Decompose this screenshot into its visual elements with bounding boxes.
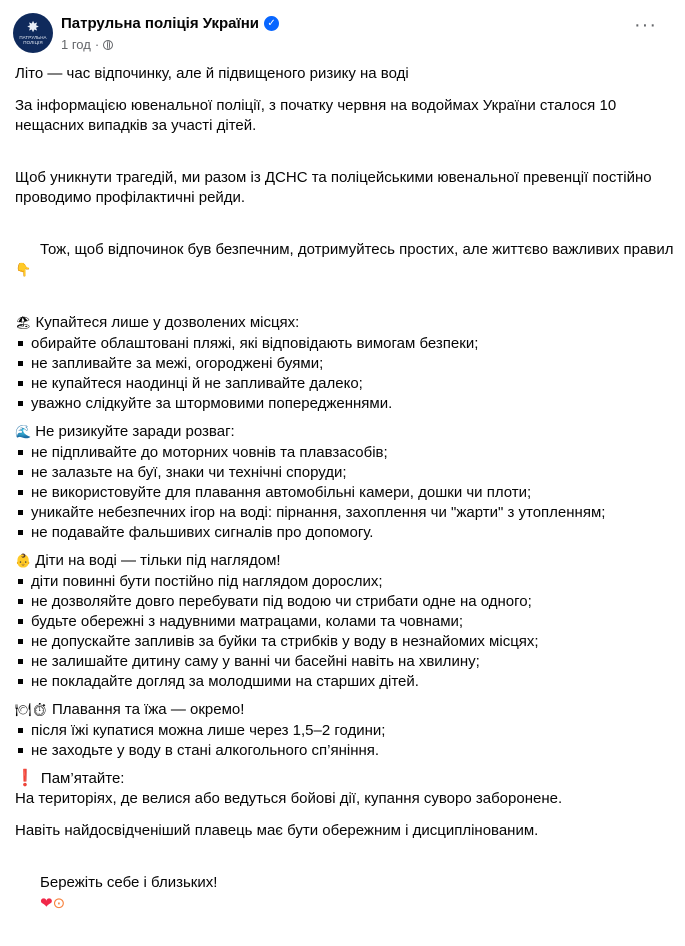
list-item-text: не залишайте дитину саму у ванні чи басейні навіть на хвилину; <box>31 653 480 670</box>
rules-sections <box>15 313 675 761</box>
more-options-icon[interactable]: ··· <box>634 14 657 36</box>
list-item-text: уважно слідкуйте за штормовими попередженнями. <box>31 395 393 412</box>
list-item-text: не допускайте запливів за буйки та стрибків у воду в незнайомих місцях; <box>31 633 539 650</box>
police-star-icon: ✸ <box>26 18 40 36</box>
bullet-icon <box>18 748 23 753</box>
rules-section <box>15 551 675 692</box>
bullet-icon <box>18 510 23 515</box>
list-item-text: уникайте небезпечних ігор на воді: пірнання, захоплення чи "жарти" з утопленням; <box>31 504 606 521</box>
list-item <box>15 443 675 463</box>
bullet-icon <box>18 579 23 584</box>
pointing-down-icon: 👇 <box>15 263 32 278</box>
paragraph-raids: Щоб уникнути трагедій, ми разом із ДСНС та поліцейськими ювенальної превенції постійно проводимо профілактичні рейди. <box>15 169 656 206</box>
paragraph-rules-intro <box>15 220 675 301</box>
bullet-icon <box>18 599 23 604</box>
list-item-text: не подавайте фальшивих сигналів про допомогу. <box>31 524 374 541</box>
list-item-text: обирайте облаштовані пляжі, які відповідають вимогам безпеки; <box>31 335 479 352</box>
section-heading <box>15 700 675 721</box>
list-item-text: не підпливайте до моторних човнів та плавзасобів; <box>31 444 388 461</box>
list-item <box>15 632 675 652</box>
post-meta <box>61 37 113 52</box>
list-item <box>15 463 675 483</box>
bullet-icon <box>18 470 23 475</box>
list-item <box>15 374 675 394</box>
list-item-text: не залазьте на буї, знаки чи технічні споруди; <box>31 464 347 481</box>
section-heading-text: Не ризикуйте заради розваг: <box>35 423 235 440</box>
bullet-icon <box>18 619 23 624</box>
list-item-text: не покладайте догляд за молодшими на старших дітей. <box>31 673 419 690</box>
list-item <box>15 523 675 543</box>
list-item <box>15 741 675 761</box>
avatar[interactable] <box>13 13 53 53</box>
bullet-icon <box>18 659 23 664</box>
post-body <box>15 64 675 946</box>
section-heading-text: Плавання та їжа — окремо! <box>52 701 245 718</box>
lifebuoy-icon: ⊙ <box>52 894 66 912</box>
verified-badge-icon: ✓ <box>264 16 279 31</box>
bullet-icon <box>18 381 23 386</box>
post-title: Літо — час відпочинку, але й підвищеного ризику на воді <box>15 65 409 82</box>
list-item-text: не дозволяйте довго перебувати під водою чи стрибати одне на одного; <box>31 593 532 610</box>
list-item <box>15 334 675 354</box>
rules-section <box>15 700 675 761</box>
bullet-icon <box>18 530 23 535</box>
bullet-icon <box>18 450 23 455</box>
bullet-icon <box>18 639 23 644</box>
page-name[interactable] <box>61 15 279 32</box>
bullet-icon <box>18 361 23 366</box>
list-item-text: не використовуйте для плавання автомобільні камери, дошки чи плоти; <box>31 484 532 501</box>
section-heading <box>15 551 675 572</box>
post-header <box>13 13 673 55</box>
bullet-icon <box>18 490 23 495</box>
section-heading <box>15 422 675 443</box>
list-item-text: будьте обережні з надувними матрацами, колами та човнами; <box>31 613 464 630</box>
list-item <box>15 354 675 374</box>
list-item-text: не купайтеся наодинці й не запливайте далеко; <box>31 375 363 392</box>
list-item <box>15 394 675 414</box>
remember-heading: Пам’ятайте: <box>40 770 125 787</box>
section-heading-text: Купайтеся лише у дозволених місцях: <box>35 314 300 331</box>
post-time[interactable]: 1 год <box>61 37 91 52</box>
list-item <box>15 572 675 592</box>
section-emoji-icon: 🌊 <box>15 425 32 440</box>
section-emoji-icon: 🍽⏱ <box>15 703 49 718</box>
list-item <box>15 721 675 741</box>
remember-text: На територіях, де велися або ведуться бойові дії, купання суворо заборонене. <box>15 790 563 807</box>
paragraph-closing <box>15 853 675 934</box>
rules-section <box>15 422 675 543</box>
section-heading-text: Діти на воді — тільки під наглядом! <box>35 552 281 569</box>
avatar-label: ПАТРУЛЬНА ПОЛІЦІЯ <box>19 34 47 45</box>
list-item-text: діти повинні бути постійно під наглядом дорослих; <box>31 573 383 590</box>
bullet-icon <box>18 401 23 406</box>
list-item <box>15 672 675 692</box>
rules-intro-text: Тож, щоб відпочинок був безпечним, дотримуйтесь простих, але життєво важливих правил <box>40 241 674 258</box>
list-item <box>15 483 675 503</box>
list-item <box>15 652 675 672</box>
list-item-text: не запливайте за межі, огороджені буями; <box>31 355 324 372</box>
list-item <box>15 612 675 632</box>
section-emoji-icon: 🏖 <box>15 316 32 331</box>
list-item <box>15 592 675 612</box>
list-item-text: після їжі купатися можна лише через 1,5–2 години; <box>31 722 386 739</box>
list-item-text: не заходьте у воду в стані алкогольного сп’яніння. <box>31 742 380 759</box>
bullet-icon <box>18 679 23 684</box>
paragraph-stats: За інформацією ювенальної поліції, з початку червня на водоймах України сталося 10 нещасних випадків за участі дітей. <box>15 97 621 134</box>
bullet-icon <box>18 341 23 346</box>
paragraph-discipline: Навіть найдосвідченіший плавець має бути обережним і дисциплінованим. <box>15 822 539 839</box>
list-item <box>15 503 675 523</box>
globe-icon[interactable] <box>103 40 113 50</box>
section-heading <box>15 313 675 334</box>
remember-block <box>15 769 675 809</box>
meta-separator: · <box>94 37 100 52</box>
closing-text: Бережіть себе і близьких! <box>40 874 218 891</box>
page-name-text[interactable]: Патрульна поліція України <box>61 15 260 32</box>
rules-section <box>15 313 675 414</box>
exclamation-icon: ❗ <box>15 770 35 787</box>
bullet-icon <box>18 728 23 733</box>
heart-icon: ❤ <box>40 894 53 912</box>
section-emoji-icon: 👶 <box>15 554 32 569</box>
